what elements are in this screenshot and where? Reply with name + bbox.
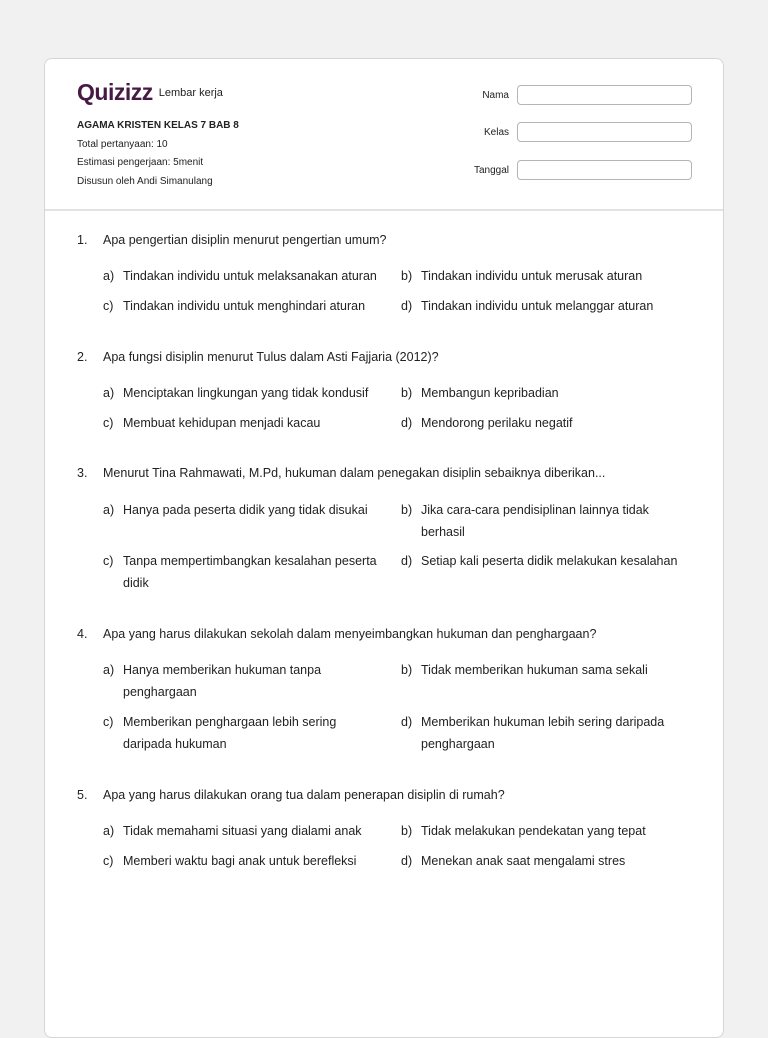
option-text: Jika cara-cara pendisiplinan lainnya tidak berhasil <box>421 503 649 539</box>
option-letter: a) <box>103 663 115 677</box>
option-text: Hanya memberikan hukuman tanpa penghargaan <box>123 663 322 699</box>
name-label: Nama <box>482 90 509 101</box>
option-letter: d) <box>401 416 413 430</box>
option-letter: a) <box>103 503 115 517</box>
option-text: Tidak memberikan hukuman sama sekali <box>421 663 648 677</box>
option-letter: d) <box>401 854 413 868</box>
option-letter: d) <box>401 554 413 568</box>
option-text: Tindakan individu untuk merusak aturan <box>421 269 643 283</box>
option-letter: a) <box>103 386 115 400</box>
option-text: Tidak memahami situasi yang dialami anak <box>123 824 362 838</box>
name-field[interactable] <box>517 85 692 105</box>
total-questions: Total pertanyaan: 10 <box>77 138 168 150</box>
option-letter: c) <box>103 416 114 430</box>
time-estimate: Estimasi pengerjaan: 5menit <box>77 157 204 168</box>
option-letter: c) <box>103 715 114 729</box>
date-field[interactable] <box>517 160 692 180</box>
option-text: Tindakan individu untuk melaksanakan aturan <box>123 269 377 283</box>
option-letter: c) <box>103 854 114 868</box>
question-number: 3. <box>77 466 88 480</box>
option-text: Setiap kali peserta didik melakukan kesalahan <box>421 554 678 568</box>
question-number: 2. <box>77 350 88 364</box>
option-text: Memberikan hukuman lebih sering daripada penghargaan <box>421 715 665 751</box>
worksheet-header <box>45 59 723 211</box>
worksheet-subtitle: Lembar kerja <box>158 86 223 99</box>
quizizz-logo: Quizizz <box>77 79 153 105</box>
question-number: 1. <box>77 233 88 247</box>
option-letter: c) <box>103 554 114 568</box>
brand <box>77 79 223 106</box>
question-text: Menurut Tina Rahmawati, M.Pd, hukuman dalam penegakan disiplin sebaiknya diberikan... <box>103 466 606 480</box>
class-field[interactable] <box>517 122 692 142</box>
option-text: Menciptakan lingkungan yang tidak kondusif <box>123 386 369 400</box>
option-text: Memberi waktu bagi anak untuk berefleksi <box>123 854 357 868</box>
question-text: Apa pengertian disiplin menurut pengertian umum? <box>103 233 387 247</box>
option-text: Memberikan penghargaan lebih sering daripada hukuman <box>123 715 337 751</box>
option-text: Tidak melakukan pendekatan yang tepat <box>421 824 646 838</box>
question-number: 4. <box>77 627 88 641</box>
option-letter: b) <box>401 824 413 838</box>
option-text: Menekan anak saat mengalami stres <box>421 854 626 868</box>
option-letter: b) <box>401 663 413 677</box>
option-letter: a) <box>103 824 115 838</box>
option-text: Tindakan individu untuk melanggar aturan <box>421 299 654 313</box>
option-text: Tindakan individu untuk menghindari aturan <box>123 299 366 313</box>
option-text: Mendorong perilaku negatif <box>421 416 573 430</box>
question-number: 5. <box>77 788 88 802</box>
option-letter: d) <box>401 715 413 729</box>
option-text: Tanpa mempertimbangkan kesalahan peserta didik <box>123 554 377 590</box>
worksheet-meta <box>77 117 239 191</box>
option-letter: b) <box>401 386 413 400</box>
option-letter: d) <box>401 299 413 313</box>
author: Disusun oleh Andi Simanulang <box>77 175 213 187</box>
option-text: Membuat kehidupan menjadi kacau <box>123 416 321 430</box>
date-label: Tanggal <box>473 165 509 176</box>
option-letter: c) <box>103 299 114 313</box>
question-text: Apa yang harus dilakukan sekolah dalam menyeimbangkan hukuman dan penghargaan? <box>103 627 597 641</box>
option-letter: b) <box>401 269 413 283</box>
worksheet-title: AGAMA KRISTEN KELAS 7 BAB 8 <box>77 120 239 131</box>
option-text: Hanya pada peserta didik yang tidak disukai <box>123 503 368 517</box>
class-label: Kelas <box>483 127 509 138</box>
question-text: Apa fungsi disiplin menurut Tulus dalam Asti Fajjaria (2012)? <box>103 350 439 364</box>
option-text: Membangun kepribadian <box>421 386 559 400</box>
option-letter: b) <box>401 503 413 517</box>
question-text: Apa yang harus dilakukan orang tua dalam penerapan disiplin di rumah? <box>103 788 505 802</box>
worksheet <box>44 58 724 1038</box>
option-letter: a) <box>103 269 115 283</box>
